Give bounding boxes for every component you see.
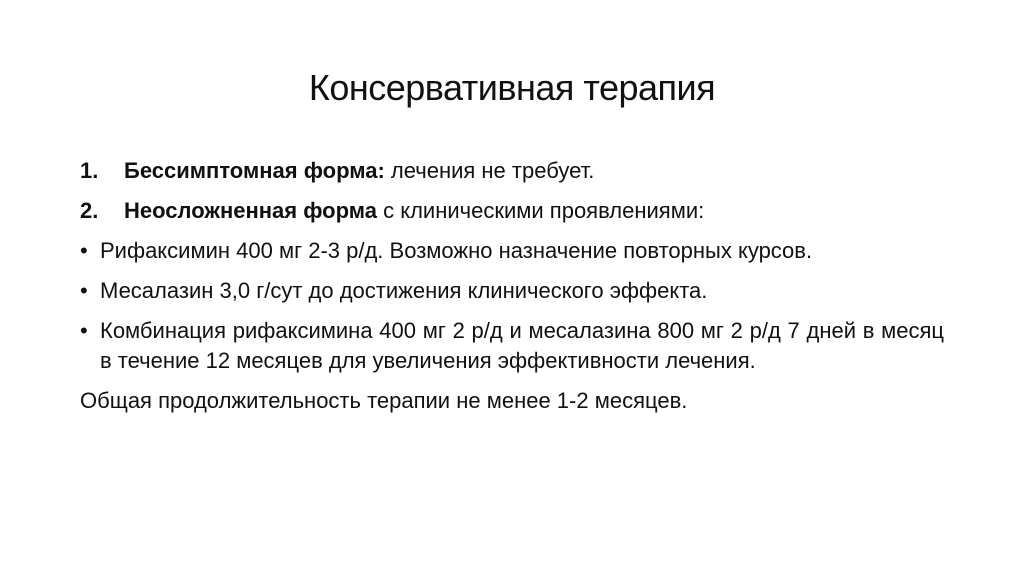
item-heading: Неосложненная форма: [124, 198, 377, 223]
list-number: 1.: [80, 158, 99, 183]
bullet-icon: •: [80, 278, 88, 303]
item-heading: Бессимптомная форма:: [124, 158, 385, 183]
slide-body: [80, 156, 944, 426]
bullet-item-combination: [80, 316, 944, 376]
bullet-text: Рифаксимин 400 мг 2-3 р/д. Возможно назначение повторных курсов.: [100, 238, 813, 263]
bullet-icon: •: [80, 238, 88, 263]
slide-title: Консервативная терапия: [308, 67, 716, 108]
numbered-item-2: [80, 196, 944, 226]
bullet-text: Комбинация рифаксимина 400 мг 2 р/д и месалазина 800 мг 2 р/д 7 дней в месяц в течение 12 месяцев для увеличения эффективности лечения.: [100, 318, 944, 373]
bullet-item-rifaximin: [80, 236, 944, 266]
bullet-item-mesalazine: [80, 276, 944, 306]
item-text: с клиническими проявлениями:: [377, 198, 705, 223]
item-text: лечения не требует.: [384, 158, 595, 183]
therapy-duration-note: Общая продолжительность терапии не менее 1-2 месяцев.: [80, 388, 688, 413]
numbered-item-1: [80, 156, 944, 186]
bullet-text: Месалазин 3,0 г/сут до достижения клинического эффекта.: [100, 278, 708, 303]
list-number: 2.: [80, 198, 99, 223]
bullet-icon: •: [80, 318, 88, 343]
